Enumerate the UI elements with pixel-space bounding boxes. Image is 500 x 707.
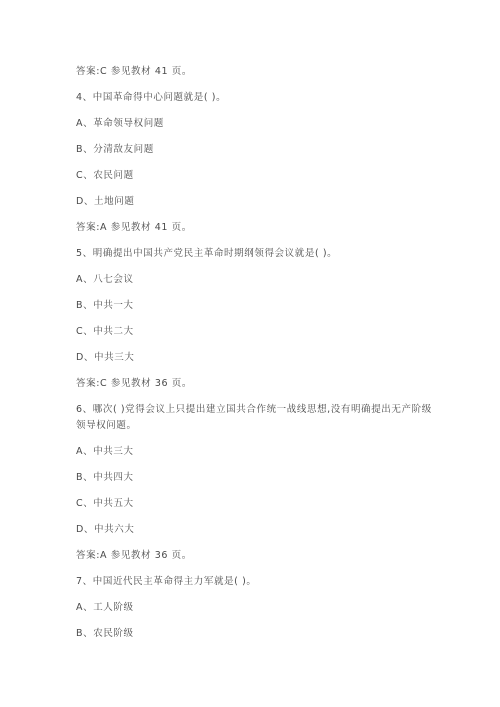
answer-line-q5: 答案:C 参见教材 36 页。 — [76, 378, 192, 389]
question-6-continued: 领导权问题。 — [76, 420, 137, 431]
answer-line-q3: 答案:C 参见教材 41 页。 — [76, 66, 192, 77]
option-5d: D、中共三大 — [76, 352, 135, 363]
question-7: 7、中国近代民主革命得主力军就是( )。 — [76, 576, 257, 587]
option-5c: C、中共二大 — [76, 326, 134, 337]
option-6b: B、中共四大 — [76, 472, 134, 483]
option-5a: A、八七会议 — [76, 274, 134, 285]
option-4d: D、土地问题 — [76, 196, 135, 207]
question-5: 5、明确提出中国共产党民主革命时期纲领得会议就是( )。 — [76, 248, 338, 259]
option-6d: D、中共六大 — [76, 524, 135, 535]
option-7b: B、农民阶级 — [76, 628, 134, 639]
option-6a: A、中共三大 — [76, 446, 134, 457]
option-6c: C、中共五大 — [76, 498, 134, 509]
option-4a: A、革命领导权问题 — [76, 118, 164, 129]
option-4b: B、分清敌友问题 — [76, 144, 154, 155]
question-6: 6、哪次( )党得会议上只提出建立国共合作统一战线思想,没有明确提出无产阶级 — [76, 404, 432, 415]
answer-line-q4: 答案:A 参见教材 41 页。 — [76, 222, 192, 233]
option-7a: A、工人阶级 — [76, 602, 134, 613]
option-4c: C、农民问题 — [76, 170, 134, 181]
answer-line-q6: 答案:A 参见教材 36 页。 — [76, 550, 192, 561]
question-4: 4、中国革命得中心问题就是( )。 — [76, 92, 227, 103]
option-5b: B、中共一大 — [76, 300, 134, 311]
